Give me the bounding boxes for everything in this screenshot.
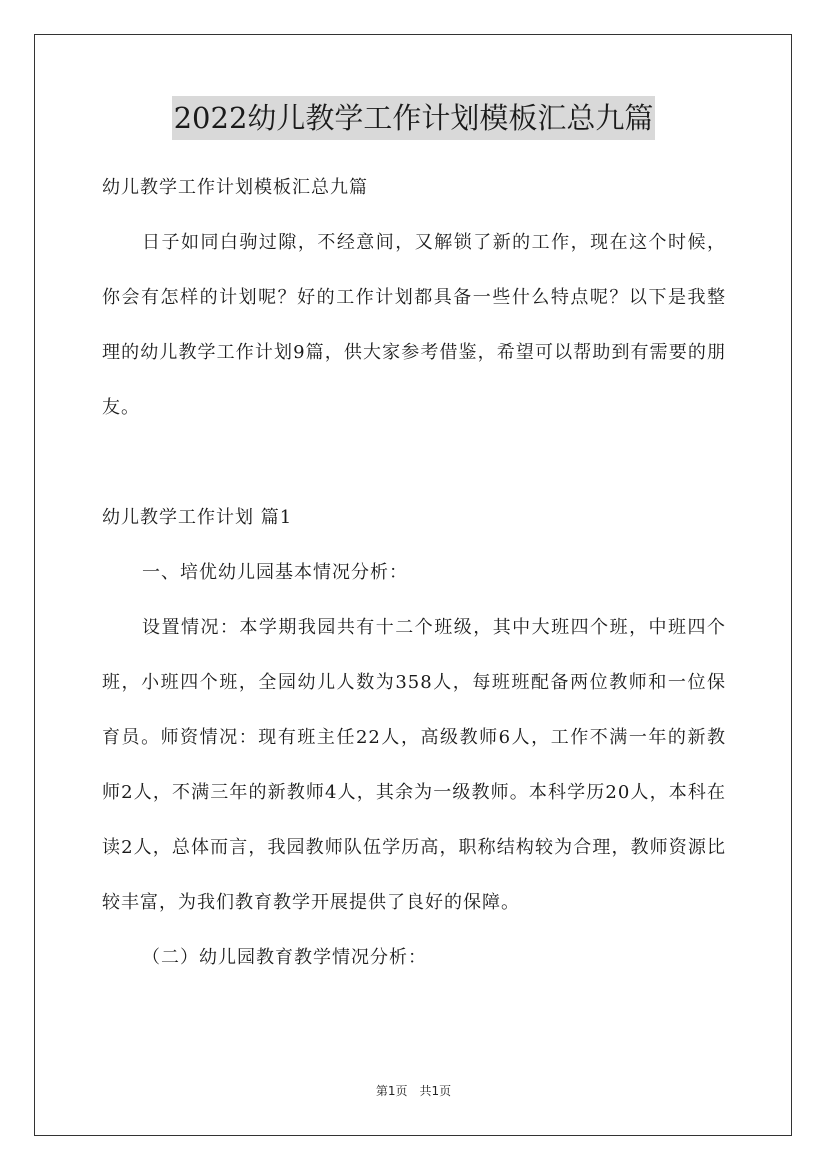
section1-body: 设置情况：本学期我园共有十二个班级，其中大班四个班，中班四个班，小班四个班，全园幼儿人数为358人，每班班配备两位教师和一位保育员。师资情况：现有班主任22人，高级教师6人，工作不满一年的新教师2人，不满三年的新教师4人，其余为一级教师。本科学历20人，本科在读2人，总体而言，我园教师队伍学历高，职称结构较为合理，教师资源比较丰富，为我们教育教学开展提供了良好的保障。 (102, 617, 726, 913)
section-heading: 幼儿教学工作计划 篇1 (102, 507, 293, 528)
title-container (0, 96, 827, 140)
document-body (102, 160, 726, 985)
document-title: 2022幼儿教学工作计划模板汇总九篇 (172, 96, 656, 140)
intro-paragraph: 日子如同白驹过隙，不经意间，又解锁了新的工作，现在这个时候，你会有怎样的计划呢？好的工作计划都具备一些什么特点呢？以下是我整理的幼儿教学工作计划9篇，供大家参考借鉴，希望可以帮助到有需要的朋友。 (102, 232, 726, 418)
subtitle: 幼儿教学工作计划模板汇总九篇 (102, 177, 368, 198)
spacer (102, 435, 726, 490)
section2-heading: （二）幼儿园教育教学情况分析： (142, 947, 427, 968)
section1-heading: 一、培优幼儿园基本情况分析： (142, 562, 408, 583)
page-footer: 第1页 共1页 (375, 1084, 452, 1098)
